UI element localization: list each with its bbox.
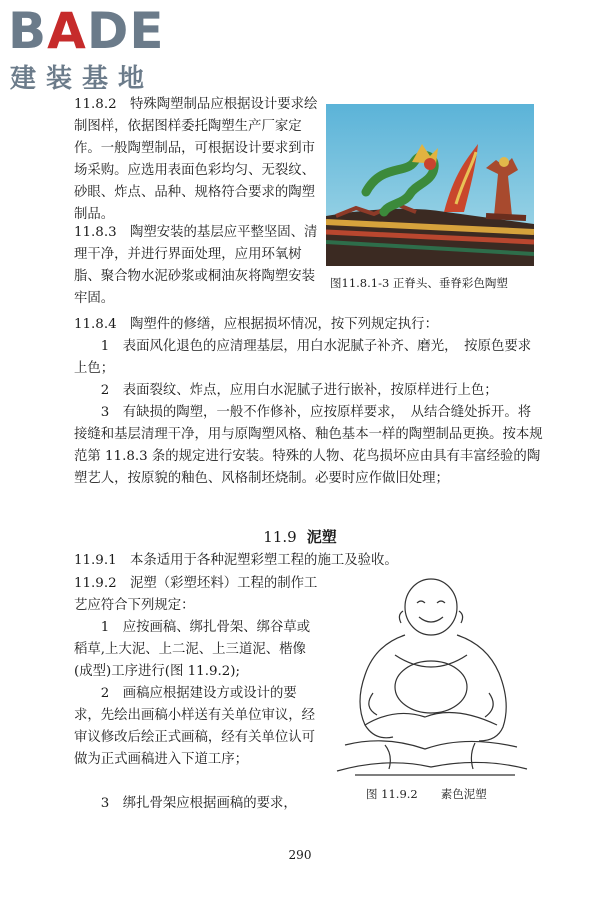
repair-item-1: 1 表面风化退色的应清理基层，用白水泥腻子补齐、磨光， 按原色要求上色； [74,339,532,376]
clay-sculpture-drawing [325,575,537,780]
clause-11-9-1: 11.9.1 本条适用于各种泥塑彩塑工程的施工及验收。 [74,553,398,568]
page-number: 290 [288,848,312,862]
repair-item-2: 2 表面裂纹、炸点，应用白水泥腻子进行嵌补，按原样进行上色； [100,383,498,398]
clay-item-3: 3 绑扎骨架应根据画稿的要求， [100,796,297,811]
colored-ceramic-ridge-photo [326,104,534,266]
clause-11-9-2: 11.9.2 泥塑（彩塑坯料）工程的制作工艺应符合下列规定： [74,576,318,613]
figure-11-9-2-caption: 图 11.9.2 素色泥塑 [366,787,487,801]
bade-logo [8,2,178,98]
logo-wordmark: BADE [8,2,165,60]
section-heading-11-9 [0,526,600,547]
clause-11-8-4: 11.8.4 陶塑件的修缮，应根据损坏情况，按下列规定执行： [74,317,438,332]
section-number: 11.9 [263,528,297,546]
figure-11-8-1-3-caption: 图11.8.1-3 正脊头、垂脊彩色陶塑 [330,276,508,290]
repair-item-3: 3 有缺损的陶塑，一般不作修补，应按原样要求， 从结合缝处拆开。将接缝和基层清理干净，用与原陶塑风格、釉色基本一样的陶塑制品更换。按本规范第 11.8.3 条的规定进行安装。特殊的人物、花鸟损坏应由具有丰富经验的陶塑艺人，按原貌的釉色、风格制坯烧制。必要时应作做旧处理； [74,405,543,486]
clay-item-1: 1 应按画稿、绑扎骨架、绑谷草或稻草,上大泥、上二泥、上三道泥、楷像(成型)工序进行(图 11.9.2); [74,620,311,679]
clause-11-8-2: 11.8.2 特殊陶塑制品应根据设计要求绘制图样，依据图样委托陶塑生产厂家定作。一般陶塑制品，可根据设计要求到市场采购。应选用表面色彩均匀、无裂纹、砂眼、炸点、品种、规格符合要求的陶塑制品。 [74,97,318,222]
logo-subtitle: 建装基地 [10,64,155,94]
clay-item-2: 2 画稿应根据建设方或设计的要求，先绘出画稿小样送有关单位审议，经审议修改后绘正式画稿，经有关单位认可做为正式画稿进入下道工序； [74,686,316,767]
section-title: 泥塑 [306,528,337,546]
clause-11-8-3: 11.8.3 陶塑安装的基层应平整坚固、清理干净，并进行界面处理，应用环氧树脂、聚合物水泥砂浆或桐油灰将陶塑安装牢固。 [74,225,318,306]
